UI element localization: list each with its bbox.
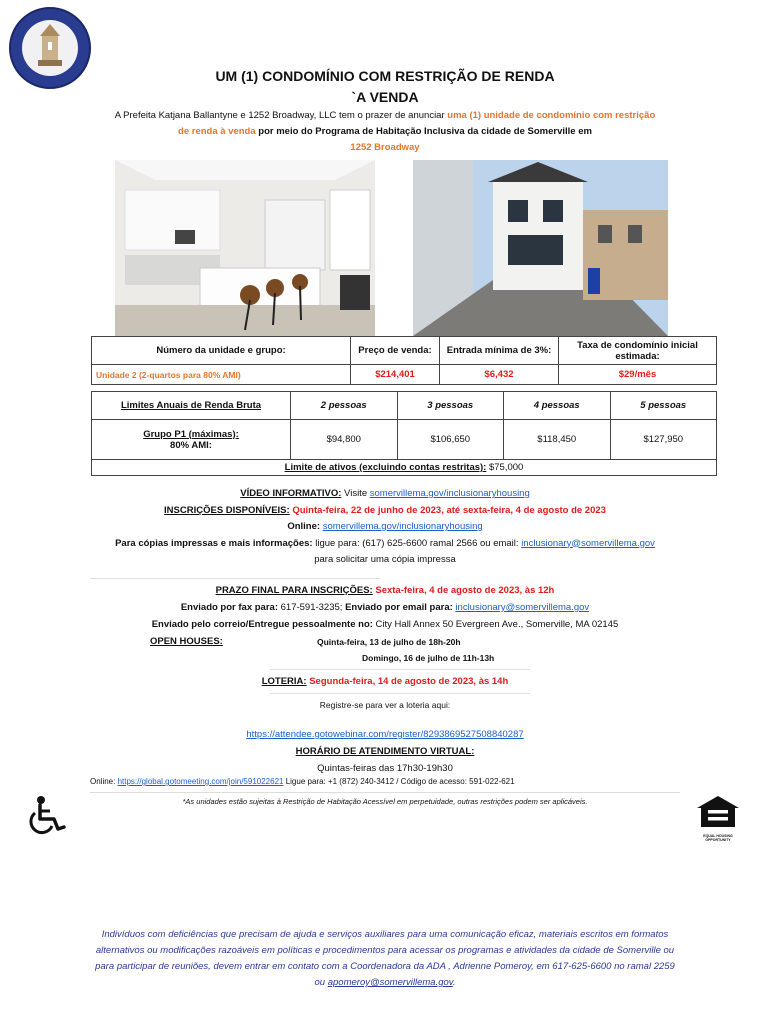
th-unit: Número da unidade e grupo: — [92, 337, 351, 365]
virtual-hours-online: Online: https://global.gotomeeting.com/join/591022621 Ligue para: +1 (872) 240-3412 / Código de acesso: 591-022-621 — [90, 777, 515, 786]
income-table — [91, 391, 717, 476]
print-email-link[interactable]: inclusionary@somervillema.gov — [521, 537, 655, 549]
online-link[interactable]: somervillema.gov/inclusionaryhousing — [322, 521, 483, 532]
th-condo-fee: Taxa de condomínio inicial estimada: — [559, 337, 717, 365]
ada-statement: Indivíduos com deficiências que precisam de ajuda e serviços auxiliares para uma comunicação eficaz, materiais escritos em formatos alternativos ou modificações razoáveis em políticas e procedimentos para acessar os programas e atividades da cidade de Somerville ou para participar de reuniões, devem entrar em contato com a Coordenadora da ADA , Adrienne Pomeroy, em 617-625-6600 no ramal 2259 ou apomeroy@somervillema.gov. — [95, 929, 675, 988]
divider — [90, 578, 380, 579]
fax-email-line: Enviado por fax para: 617-591-3235; Enviado por email para: inclusionary@somervillema.gov — [180, 602, 590, 613]
th-income-limits: Limites Anuais de Renda Bruta — [92, 392, 291, 420]
th-price: Preço de venda: — [351, 337, 440, 365]
cell-down: $6,432 — [440, 365, 559, 385]
mail-line: Enviado pelo correio/Entregue pessoalmente no: City Hall Annex 50 Evergreen Ave., Somerville, MA 02145 — [151, 619, 619, 630]
applications-line: INSCRIÇÕES DISPONÍVEIS: Quinta-feira, 22 de junho de 2023, até sexta-feira, 4 de agosto de 2023 — [164, 504, 606, 516]
th-2-persons: 2 pessoas — [291, 392, 398, 420]
cell-condo-fee: $29/mês — [559, 365, 717, 385]
lottery-register-link[interactable]: https://attendee.gotowebinar.com/register/8293869527508840287 — [246, 729, 524, 740]
cell-unit: Unidade 2 (2-quartos para 80% AMI) — [92, 365, 351, 385]
th-down: Entrada mínima de 3%: — [440, 337, 559, 365]
lottery-line: LOTERIA: Segunda-feira, 14 de agosto de 2023, às 14h — [261, 676, 509, 687]
th-3-persons: 3 pessoas — [397, 392, 504, 420]
open-houses-label: OPEN HOUSES: — [150, 636, 223, 647]
asset-limit: Limite de ativos (excluindo contas restritas): $75,000 — [92, 460, 717, 476]
cell-price: $214,401 — [351, 365, 440, 385]
gotomeeting-link[interactable]: https://global.gotomeeting.com/join/591022621 — [117, 777, 284, 786]
divider — [270, 669, 530, 670]
page-title: UM (1) CONDOMÍNIO COM RESTRIÇÃO DE RENDA — [215, 68, 555, 84]
deadline-email-link[interactable]: inclusionary@somervillema.gov — [455, 602, 590, 613]
th-5-persons: 5 pessoas — [610, 392, 717, 420]
cell-limit-3: $106,650 — [397, 420, 504, 460]
footnote: *As unidades estão sujeitas à Restrição de Habitação Acessível em perpetuidade, outras restrições podem ser aplicáveis. — [182, 797, 588, 806]
hours-value: Quintas-feiras das 17h30-19h30 — [317, 763, 453, 774]
open-house-1: Quinta-feira, 13 de julho de 18h-20h — [317, 637, 461, 647]
cell-limit-2: $94,800 — [291, 420, 398, 460]
deadline-line: PRAZO FINAL PARA INSCRIÇÕES: Sexta-feira, 4 de agosto de 2023, às 12h — [215, 585, 555, 596]
building-photo — [413, 160, 668, 336]
ada-email-link[interactable]: apomeroy@somervillema.gov — [327, 977, 453, 988]
print-line-2: para solicitar uma cópia impressa — [314, 554, 456, 565]
cell-group-label: Grupo P1 (máximas): 80% AMI: — [92, 420, 291, 460]
lottery-register-text: Registre-se para ver a loteria aqui: — [319, 700, 451, 710]
unit-table — [91, 336, 717, 385]
intro-paragraph: A Prefeita Katjana Ballantyne e 1252 Broadway, LLC tem o prazer de anunciar uma (1) unidade de condomínio com restrição de renda à venda por meio do Programa de Habitação Inclusiva da cidade de Somerville em 1252 Broadway — [114, 110, 656, 153]
cell-limit-5: $127,950 — [610, 420, 717, 460]
page-title-line2: `A VENDA — [351, 89, 419, 105]
video-link[interactable]: somervillema.gov/inclusionaryhousing — [369, 488, 530, 499]
equal-housing-icon — [696, 795, 740, 842]
open-house-2: Domingo, 16 de julho de 11h-13h — [362, 653, 495, 663]
print-line: Para cópias impressas e mais informações: ligue para: (617) 625-6600 ramal 2566 ou email: inclusionary@somervillema.gov — [115, 537, 655, 549]
kitchen-photo — [115, 160, 375, 336]
divider — [270, 693, 530, 694]
video-line: VÍDEO INFORMATIVO: Visite somervillema.gov/inclusionaryhousing — [240, 488, 530, 499]
divider — [90, 792, 680, 793]
equal-housing-text: EQUAL HOUSING OPPORTUNITY — [703, 834, 733, 842]
online-line: Online: somervillema.gov/inclusionaryhousing — [287, 521, 483, 532]
hours-label: HORÁRIO DE ATENDIMENTO VIRTUAL: — [295, 746, 475, 757]
th-4-persons: 4 pessoas — [504, 392, 611, 420]
wheelchair-accessible-icon — [24, 795, 70, 835]
cell-limit-4: $118,450 — [504, 420, 611, 460]
